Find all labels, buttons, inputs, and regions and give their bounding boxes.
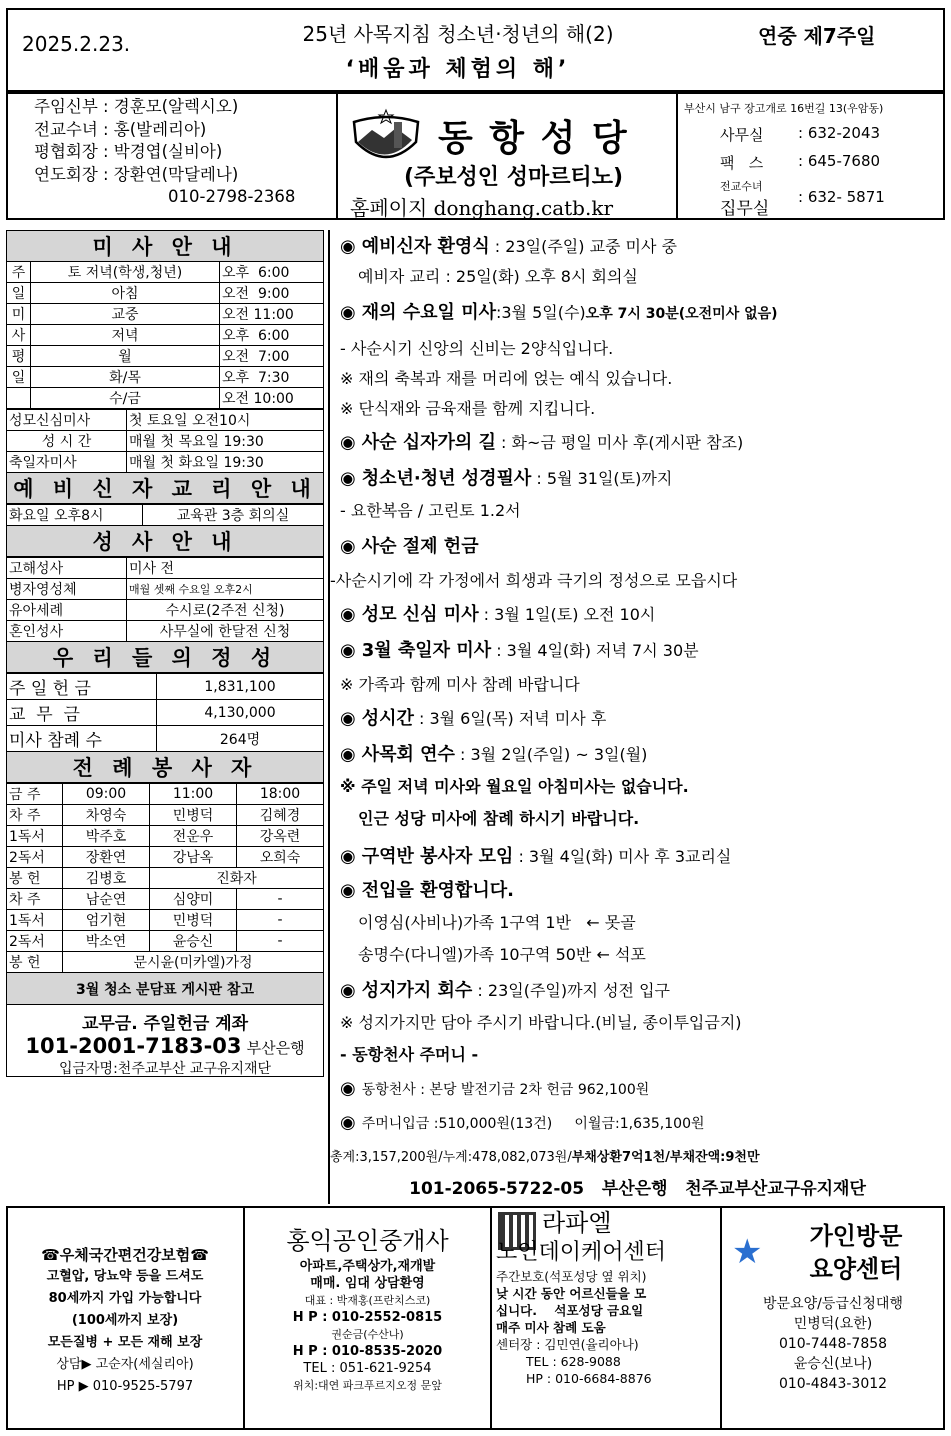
- left-column: [6, 230, 324, 1077]
- srv-7-3: -: [237, 931, 324, 952]
- notice-title: 구역반 봉사자 모임: [361, 846, 514, 867]
- fax-number: : 645-7680: [798, 152, 881, 170]
- ad1-line1: 고혈압, 당뇨약 등을 드셔도: [46, 1269, 204, 1284]
- church-name: 동 항 성 당: [438, 118, 629, 159]
- notice-line: [340, 774, 689, 797]
- notice-line: [340, 876, 514, 902]
- staff-sister: 전교수녀 : 홍(발레리아): [34, 119, 207, 139]
- side-sunday-1: 주: [7, 262, 31, 283]
- ad1-line6: HP ▶ 010-9525-5797: [56, 1379, 194, 1394]
- notice-text: : 화~금 평일 미사 후(게시판 참조): [495, 433, 744, 452]
- notice-line: [340, 366, 672, 389]
- ad3-line2: 낮 시간 동안 어르신들을 모: [496, 1286, 647, 1301]
- account-left-bank: 부산은행: [246, 1039, 305, 1057]
- ad3-title: 라파엘: [542, 1209, 612, 1237]
- pastoral-line1: 25년 사목지침 청소년·청년의 해(2): [302, 22, 614, 46]
- notice-text: - 사순시기 신앙의 신비는 2양식입니다.: [340, 339, 614, 358]
- bullet-icon: ◉: [340, 744, 356, 765]
- sacrament-3-value: 사무실에 한달전 신청: [127, 621, 324, 642]
- account-left: [6, 1005, 324, 1077]
- notice-line: [340, 298, 778, 324]
- notice-bold-text: - 동항천사 주머니 -: [340, 1045, 479, 1064]
- mass-weekday-0-time: 오전 7:00: [220, 346, 324, 367]
- notice-line: [340, 976, 670, 1002]
- notice-text: 송명수(다니엘)가족 10구역 50반 ← 석포: [358, 945, 646, 964]
- mass-weekday-0-label: 월: [31, 346, 220, 367]
- notice-bold-text: ※ 주일 저녁 미사와 월요일 아침미사는 없습니다.: [340, 777, 689, 796]
- srv-6-1: 엄기현: [63, 910, 150, 931]
- notice-title: 사순 십자가의 길: [361, 432, 496, 453]
- side-weekday-3: [7, 388, 31, 409]
- ad2-title: 홍익공인중개사: [286, 1227, 449, 1255]
- account-left-title: 교무금. 주일헌금 계좌: [81, 1014, 249, 1034]
- notice-line: [340, 740, 647, 766]
- notice-line: [340, 232, 677, 258]
- ad-insurance: [8, 1244, 242, 1398]
- srv-5-0: 차 주: [7, 889, 63, 910]
- srv-0-1: 09:00: [63, 784, 150, 805]
- srv-5-1: 남순연: [63, 889, 150, 910]
- ad1-line4: 모든질병 + 모든 재해 보장: [47, 1335, 203, 1350]
- notice-line: [340, 396, 595, 419]
- ad2-line1: 아파트,주택상가,재개발: [299, 1259, 436, 1274]
- offering-1-value: 4,130,000: [157, 700, 324, 726]
- mass-title: 미 사 안 내: [7, 231, 324, 262]
- mass-sunday-2-time: 오전 11:00: [220, 304, 324, 325]
- ad-realestate: [246, 1224, 489, 1394]
- notice-text: : 3월 4일(화) 미사 후 3교리실: [513, 847, 732, 866]
- ad-homecare: [722, 1220, 944, 1394]
- account-left-number: 101-2001-7183-03: [25, 1034, 242, 1058]
- divider-right: [676, 94, 678, 218]
- account-left-line: [7, 1034, 323, 1058]
- sacrament-0-label: 고해성사: [7, 558, 127, 579]
- notice-line: [340, 532, 479, 558]
- notice-title: 청소년·청년 성경필사: [361, 468, 532, 489]
- notice-line: [330, 568, 737, 591]
- mass-sunday-3-time: 오후 6:00: [220, 325, 324, 346]
- account-right: 101-2065-5722-05 부산은행 천주교부산교구유지재단: [409, 1179, 866, 1199]
- notice-title: 성시간: [361, 708, 414, 729]
- srv-1-2: 민병덕: [150, 805, 237, 826]
- offering-2-value: 264명: [157, 726, 324, 752]
- offering-2-label: 미사 참례 수: [7, 726, 157, 752]
- ad3-line6: TEL : 628-9088: [526, 1354, 621, 1369]
- sacrament-title: 성 사 안 내: [7, 526, 324, 557]
- srv-6-0: 1독서: [7, 910, 63, 931]
- ad-daycare: [496, 1208, 718, 1387]
- notice-line: [340, 672, 580, 695]
- mass-weekday-2-time: 오전 10:00: [220, 388, 324, 409]
- total-bold: 부채상환7억1천/부채잔액:9천만: [571, 1150, 760, 1165]
- srv-1-0: 차 주: [7, 805, 63, 826]
- ad3-line1: 주간보호(석포성당 옆 위치): [496, 1269, 647, 1284]
- ad3-line3: 십니다. 석포성당 금요일: [496, 1303, 644, 1318]
- bullet-icon: ◉: [340, 640, 356, 661]
- mass-table: [6, 230, 324, 409]
- bullet-icon: ◉: [340, 236, 356, 257]
- special-2-time: 매월 첫 화요일 19:30: [127, 452, 324, 473]
- special-0-label: 성모신심미사: [7, 410, 127, 431]
- srv-2-0: 1독서: [7, 826, 63, 847]
- offering-0-label: 주 일 헌 금: [7, 674, 157, 700]
- srv-4-1: 김병호: [63, 868, 150, 889]
- mass-sunday-0-label: 토 저녁(학생,청년): [31, 262, 220, 283]
- ad3-line4: 매주 미사 참례 도움: [496, 1320, 606, 1335]
- office-phone: : 632-2043: [798, 124, 881, 142]
- notice-line: [340, 1078, 649, 1099]
- sister-label: 집무실: [720, 199, 770, 219]
- notice-title: 성모 신심 미사: [361, 604, 479, 625]
- header-box: [6, 8, 945, 92]
- notice-text: 동항천사 : 본당 발전기금 2차 헌금 962,100원: [361, 1082, 650, 1098]
- notice-line: [340, 1112, 705, 1133]
- offering-1-label: 교 무 금: [7, 700, 157, 726]
- mass-weekday-1-time: 오후 7:30: [220, 367, 324, 388]
- ad2-line6: H P : 010-8535-2020: [292, 1344, 443, 1359]
- notice-line: [340, 1010, 742, 1033]
- notice-text: : 23일(주일) 교중 미사 중: [489, 237, 678, 256]
- offering-title: 우 리 들 의 정 성: [7, 642, 324, 673]
- side-sunday-2: 일: [7, 283, 31, 304]
- church-patron: (주보성인 성마르티노): [404, 165, 624, 190]
- notice-line: [358, 806, 639, 829]
- account-left-holder: 입금자명:천주교부산 교구유지재단: [58, 1061, 272, 1077]
- notice-title: 3월 축일자 미사: [361, 640, 492, 661]
- pastoral-line2: ‘배움과 체험의 해’: [345, 57, 571, 82]
- sacrament-2-value: 수시로(2주전 신청): [127, 600, 324, 621]
- srv-1-1: 차영숙: [63, 805, 150, 826]
- mass-sunday-1-time: 오전 9:00: [220, 283, 324, 304]
- catechumen-where: 교육관 3층 회의실: [143, 505, 324, 526]
- homepage: 홈페이지 donghang.catb.kr: [350, 196, 614, 220]
- ad1-line5: 상담▶ 고순자(세실리아): [56, 1357, 194, 1372]
- servers-title: 전 례 봉 사 자: [7, 752, 324, 783]
- srv-3-2: 강남옥: [150, 847, 237, 868]
- bullet-icon: ◉: [340, 1078, 356, 1099]
- ad2-line5: 권순금(수산나): [331, 1328, 404, 1341]
- ad-divider-2: [490, 1206, 492, 1430]
- total-line: [330, 1146, 760, 1165]
- srv-5-3: -: [237, 889, 324, 910]
- divider-left: [336, 94, 338, 218]
- srv-1-3: 김혜경: [237, 805, 324, 826]
- notice-line: [340, 428, 743, 454]
- srv-0-2: 11:00: [150, 784, 237, 805]
- ad4-line1: 방문요양/등급신청대행: [763, 1296, 903, 1312]
- mass-sunday-0-time: 오후 6:00: [220, 262, 324, 283]
- sister-phone: : 632- 5871: [798, 188, 885, 206]
- notice-text: : 3월 1일(토) 오전 10시: [478, 605, 656, 624]
- mass-weekday-1-label: 화/목: [31, 367, 220, 388]
- srv-3-1: 장환연: [63, 847, 150, 868]
- notice-line: [340, 842, 731, 868]
- ad4-line4: 윤승신(보나): [793, 1356, 873, 1372]
- star-icon: ★: [732, 1232, 763, 1272]
- liturgical-week: 연중 제7주일: [758, 24, 876, 48]
- ad1-line2: 80세까지 가입 가능합니다: [48, 1291, 202, 1306]
- address: 부산시 남구 장고개로 16번길 13(우암동): [684, 102, 884, 115]
- side-sunday-4: 사: [7, 325, 31, 346]
- notice-text: : 3월 6일(목) 저녁 미사 후: [413, 709, 607, 728]
- notice-title: 예비신자 환영식: [361, 236, 490, 257]
- notice-text: : 23일(주일)까지 성전 입구: [472, 981, 671, 1000]
- sacrament-table: [6, 557, 324, 673]
- srv-0-0: 금 주: [7, 784, 63, 805]
- sister-label-top: 전교수녀: [720, 180, 763, 193]
- notice-bold-text: 인근 성당 미사에 참례 하시기 바랍니다.: [358, 809, 640, 828]
- notice-line: [340, 704, 606, 730]
- special-1-time: 매월 첫 목요일 19:30: [127, 431, 324, 452]
- ad4-title2: 요양센터: [809, 1255, 903, 1283]
- srv-7-1: 박소연: [63, 931, 150, 952]
- special-2-label: 축일자미사: [7, 452, 127, 473]
- notice-title: 재의 수요일 미사: [361, 302, 496, 323]
- srv-3-0: 2독서: [7, 847, 63, 868]
- mass-weekday-2-label: 수/금: [31, 388, 220, 409]
- cleaning-notice: 3월 청소 분담표 게시판 참고: [7, 973, 324, 1005]
- offering-0-value: 1,831,100: [157, 674, 324, 700]
- staff-phone: 010-2798-2368: [168, 187, 296, 206]
- notice-text: 이영심(사비나)가족 1구역 1반 ← 못골: [358, 913, 636, 932]
- bullet-icon: ◉: [340, 432, 356, 453]
- ad4-line3: 010-7448-7858: [778, 1336, 888, 1352]
- info-box: [6, 92, 945, 220]
- notice-text: ※ 성지가지만 담아 주시기 바랍니다.(비닐, 종이투입금지): [340, 1013, 742, 1032]
- ad1-line3: (100세까지 보장): [71, 1313, 179, 1328]
- catechumen-when: 화요일 오후8시: [7, 505, 143, 526]
- notice-title: 사목회 연수: [361, 744, 455, 765]
- sacrament-1-value: 매월 셋째 수요일 오후2시: [127, 579, 324, 600]
- bullet-icon: ◉: [340, 846, 356, 867]
- bullet-icon: ◉: [340, 980, 356, 1001]
- notice-text: : 3월 2일(주일) ~ 3일(월): [454, 745, 648, 764]
- ad3-line5: 센터장 : 김민연(율리아나): [496, 1337, 639, 1352]
- srv-8-1: 문시윤(미카엘)가정: [63, 952, 324, 973]
- notice-line: [340, 336, 613, 359]
- srv-5-2: 심양미: [150, 889, 237, 910]
- srv-7-0: 2독서: [7, 931, 63, 952]
- ad2-line8: 위치:대연 파크푸르지오정 문앞: [293, 1379, 442, 1392]
- ad2-line4: H P : 010-2552-0815: [292, 1310, 443, 1325]
- notice-text: 주머니입금 :510,000원(13건) 이월금:1,635,100원: [361, 1116, 705, 1132]
- srv-4-2: 진화자: [150, 868, 324, 889]
- bullet-icon: ◉: [340, 604, 356, 625]
- issue-date: 2025.2.23.: [22, 32, 131, 56]
- notice-title: 사순 절제 헌금: [361, 536, 479, 557]
- bullet-icon: ◉: [340, 1112, 356, 1133]
- staff-pastor: 주임신부 : 경훈모(알렉시오): [34, 97, 239, 116]
- notice-text: :3월 5일(수): [495, 303, 586, 322]
- notice-text: - 요한복음 / 고린토 1.2서: [340, 501, 521, 520]
- staff-memorial: 연도회장 : 장환연(막달레나): [34, 164, 239, 184]
- srv-2-2: 전운우: [150, 826, 237, 847]
- offering-table: [6, 673, 324, 783]
- srv-0-3: 18:00: [237, 784, 324, 805]
- notice-line: [358, 942, 646, 965]
- servers-table: [6, 783, 324, 1005]
- srv-6-2: 민병덕: [150, 910, 237, 931]
- special-0-time: 첫 토요일 오전10시: [127, 410, 324, 431]
- office-label: 사무실: [720, 126, 764, 144]
- srv-8-0: 봉 헌: [7, 952, 63, 973]
- notice-text: ※ 단식재와 금육재를 함께 지킵니다.: [340, 399, 596, 418]
- catechumen-table: [6, 504, 324, 557]
- mass-sunday-3-label: 저녁: [31, 325, 220, 346]
- notice-title: 성지가지 회수: [361, 980, 473, 1001]
- notice-text: 예비자 교리 : 25일(화) 오후 8시 회의실: [358, 267, 638, 286]
- srv-2-3: 강옥련: [237, 826, 324, 847]
- side-sunday-3: 미: [7, 304, 31, 325]
- ad4-title1: 가인방문: [809, 1222, 903, 1250]
- fax-label: 팩 스: [720, 154, 764, 172]
- notice-line: [340, 1042, 478, 1065]
- church-logo: [350, 108, 422, 168]
- bullet-icon: ◉: [340, 880, 356, 901]
- srv-4-0: 봉 헌: [7, 868, 63, 889]
- bullet-icon: ◉: [340, 302, 356, 323]
- bullet-icon: ◉: [340, 468, 356, 489]
- srv-7-2: 윤승신: [150, 931, 237, 952]
- staff-list: [34, 96, 295, 209]
- notice-text: : 3월 4일(화) 저녁 7시 30분: [491, 641, 699, 660]
- notice-text: -사순시기에 각 가정에서 희생과 극기의 정성으로 모읍시다: [330, 571, 738, 590]
- notice-title: 전입을 환영합니다.: [361, 880, 514, 901]
- side-weekday-1: 평: [7, 346, 31, 367]
- side-weekday-2: 일: [7, 367, 31, 388]
- mass-sunday-1-label: 아침: [31, 283, 220, 304]
- notice-line: [340, 636, 699, 662]
- sacrament-0-value: 미사 전: [127, 558, 324, 579]
- notice-line: [340, 464, 672, 490]
- sacrament-2-label: 유아세례: [7, 600, 127, 621]
- ad2-line7: TEL : 051-621-9254: [303, 1361, 432, 1376]
- special-1-label: 성 시 간: [7, 431, 127, 452]
- bullet-icon: ◉: [340, 536, 356, 557]
- ad2-line2: 매매. 임대 상담환영: [310, 1276, 425, 1291]
- notice-line: [358, 264, 638, 287]
- ad4-line5: 010-4843-3012: [778, 1376, 888, 1392]
- ad1-title: ☎우체국간편건강보험☎: [41, 1246, 209, 1264]
- notice-bold: 오후 7시 30분(오전미사 없음): [585, 306, 778, 322]
- sacrament-1-label: 병자영성체: [7, 579, 127, 600]
- notice-text: ※ 재의 축복과 재를 머리에 얹는 예식 있습니다.: [340, 369, 673, 388]
- catechumen-title: 예 비 신 자 교 리 안 내: [7, 473, 324, 504]
- ad-divider-1: [243, 1206, 245, 1430]
- ad3-subtitle: 노인데이케어센터: [496, 1240, 667, 1265]
- right-border: [328, 230, 330, 1204]
- sacrament-3-label: 혼인성사: [7, 621, 127, 642]
- notice-text: : 5월 31일(토)까지: [531, 469, 673, 488]
- bullet-icon: ◉: [340, 708, 356, 729]
- mass-sunday-2-label: 교중: [31, 304, 220, 325]
- notice-line: [358, 910, 636, 933]
- total-plain: 총계:3,157,200원/누계:478,082,073원/: [330, 1150, 572, 1165]
- srv-3-3: 오희숙: [237, 847, 324, 868]
- notice-text: ※ 가족과 함께 미사 참례 바랍니다: [340, 675, 580, 694]
- ad3-line7: HP : 010-6684-8876: [526, 1371, 652, 1386]
- srv-6-3: -: [237, 910, 324, 931]
- ad2-line3: 대표 : 박재홍(프란치스코): [304, 1294, 431, 1307]
- notice-line: [340, 600, 655, 626]
- notice-line: [340, 498, 521, 521]
- ad4-line2: 민병덕(요한): [793, 1316, 873, 1332]
- special-mass-table: [6, 409, 324, 504]
- staff-council: 평협회장 : 박경엽(실비아): [34, 142, 223, 161]
- srv-2-1: 박주호: [63, 826, 150, 847]
